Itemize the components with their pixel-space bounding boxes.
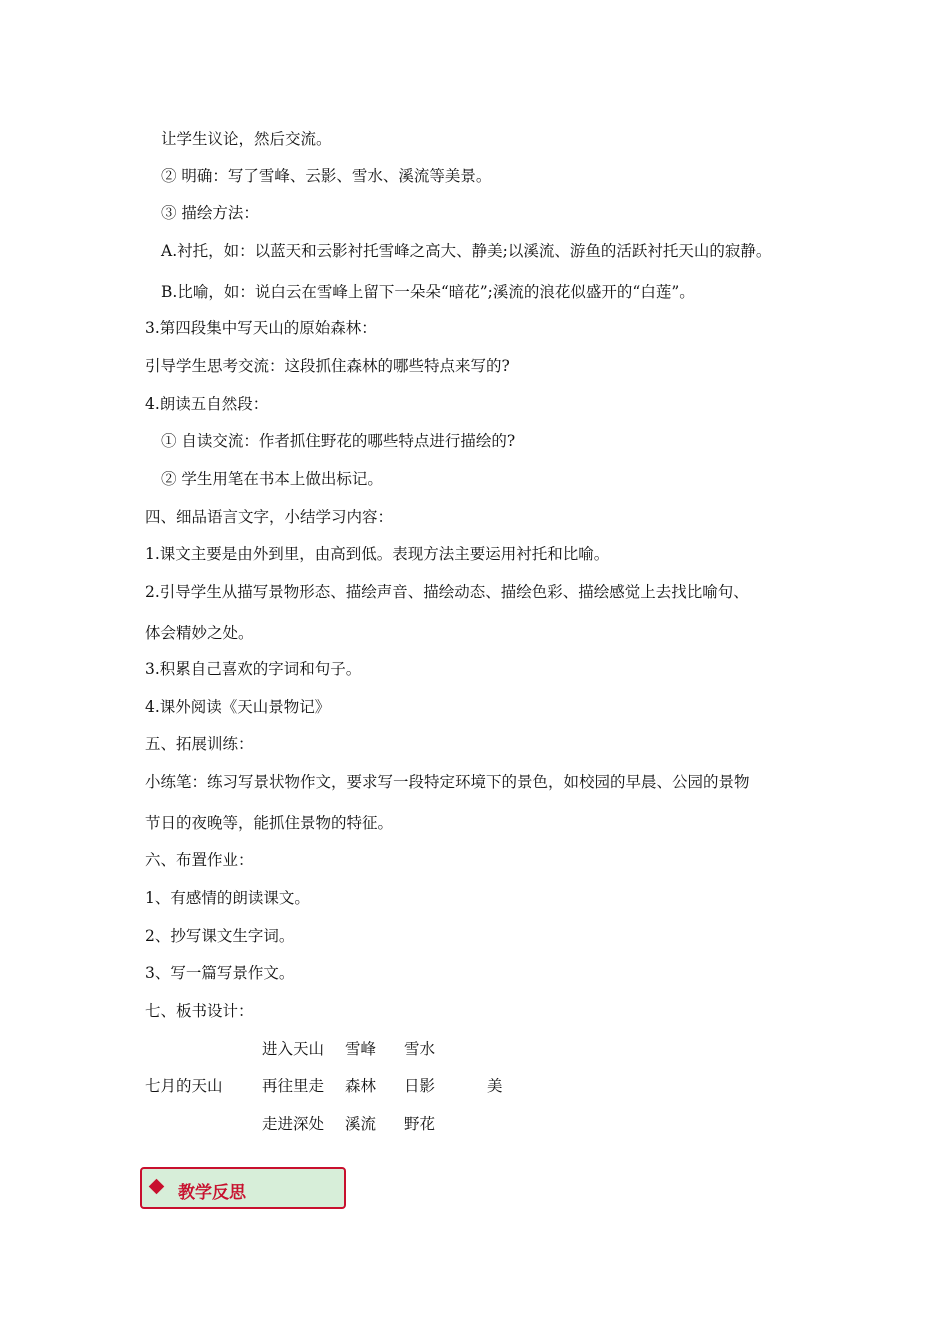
paragraph-line: ① 自读交流：作者抓住野花的哪些特点进行描绘的? [161, 432, 516, 450]
paragraph-line: 体会精妙之处。 [145, 624, 254, 642]
board-cell: 雪水 [404, 1040, 436, 1058]
board-cell: 雪峰 [345, 1040, 377, 1058]
teaching-reflection-title: 教学反思 [178, 1183, 246, 1203]
paragraph-line: 3、写一篇写景作文。 [145, 964, 295, 982]
diamond-icon [149, 1179, 165, 1195]
paragraph-line: 节日的夜晚等，能抓住景物的特征。 [145, 814, 394, 832]
paragraph-line: 小练笔：练习写景状物作文，要求写一段特定环境下的景色，如校园的早晨、公园的景物 [145, 773, 750, 791]
paragraph-line: A.衬托，如：以蓝天和云影衬托雪峰之高大、静美;以溪流、游鱼的活跃衬托天山的寂静。 [161, 242, 772, 260]
board-cell: 日影 [404, 1077, 436, 1095]
paragraph-line: ③ 描绘方法： [161, 204, 259, 222]
section-heading: 六、布置作业： [145, 851, 254, 869]
paragraph-line: ② 学生用笔在书本上做出标记。 [161, 470, 383, 488]
board-cell: 进入天山 [262, 1040, 325, 1058]
paragraph-line: 1.课文主要是由外到里，由高到低。表现方法主要运用衬托和比喻。 [145, 545, 610, 563]
paragraph-line: 3.积累自己喜欢的字词和句子。 [145, 660, 362, 678]
paragraph-line: B.比喻，如：说白云在雪峰上留下一朵朵“暗花”;溪流的浪花似盛开的“白莲”。 [161, 283, 695, 301]
board-cell: 再往里走 [262, 1077, 325, 1095]
board-title: 七月的天山 [145, 1077, 223, 1095]
board-summary: 美 [487, 1077, 503, 1095]
section-heading: 五、拓展训练： [145, 735, 254, 753]
board-cell: 溪流 [345, 1115, 377, 1133]
section-heading: 四、细品语言文字，小结学习内容： [145, 508, 394, 526]
paragraph-line: 4.朗读五自然段： [145, 395, 269, 413]
section-heading: 七、板书设计： [145, 1002, 254, 1020]
board-cell: 走进深处 [262, 1115, 325, 1133]
paragraph-line: 3.第四段集中写天山的原始森林： [145, 319, 377, 337]
paragraph-line: 1、有感情的朗读课文。 [145, 889, 310, 907]
paragraph-line: 让学生议论，然后交流。 [161, 130, 332, 148]
paragraph-line: 引导学生思考交流：这段抓住森林的哪些特点来写的? [145, 357, 510, 375]
board-cell: 野花 [404, 1115, 436, 1133]
paragraph-line: 2、抄写课文生字词。 [145, 927, 295, 945]
paragraph-line: 2.引导学生从描写景物形态、描绘声音、描绘动态、描绘色彩、描绘感觉上去找比喻句、 [145, 583, 749, 601]
paragraph-line: ② 明确：写了雪峰、云影、雪水、溪流等美景。 [161, 167, 492, 185]
board-cell: 森林 [345, 1077, 377, 1095]
paragraph-line: 4.课外阅读《天山景物记》 [145, 698, 331, 716]
teaching-reflection-header [140, 1167, 346, 1209]
